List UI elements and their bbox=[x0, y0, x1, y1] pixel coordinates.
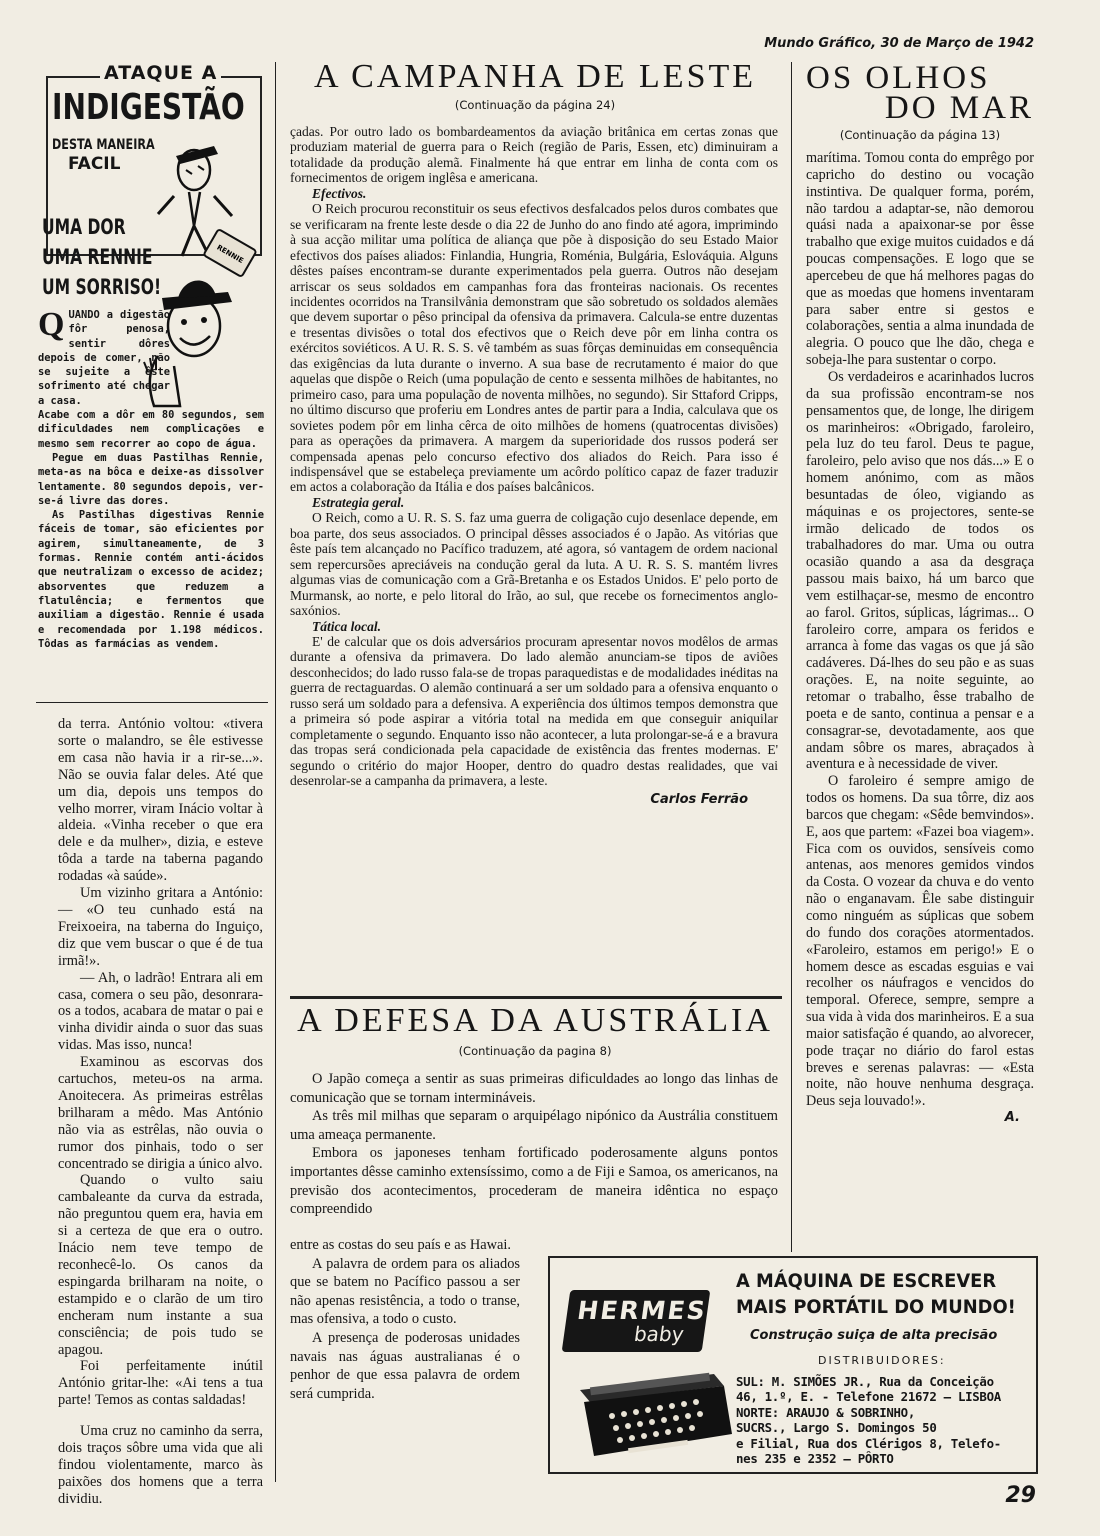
olhos-p3: O faroleiro é sempre amigo de todos os homens. Da sua tôrre, diz aos barcos que chegam: «Sêde bemvindos». E, aos que partem: «Fazei boa viagem». Fica com os ouvidos, sensíveis como antenas, aos menores gemidos vindos da Costa. O vozear da chuva e do vento não o enganavam. Êle sabe distinguir como ninguém as súplicas que sobem do fundo dos corações atormentados. «Faroleiro, estamos em perigo!» E o homem desce as escadas esguias e vai recolher os náufragos e vencidos do temporal. Oferece, sempre, sempre a sua vida à vida dos marinheiros. E a sua maior satisfação é quando, ao alvorecer, pode traçar no diário do farol estas breves e serenas palavras: — «Esta noite, não houve nenhuma desgraça. Deus seja louvado!». bbox=[806, 773, 1034, 1110]
australia-p3b: entre as costas do seu país e as Hawai. bbox=[290, 1237, 511, 1253]
olhos-p2: Os verdadeiros e acarinhados lucros da sua profissão encontram-se nos pensamentos que, de longe, lhe dirigem os marinheiros: «Obrigado, faroleiro, pela luz do teu farol. Deus te pague, faroleiro, pelo aviso que nos dás...» E o homem anónimo, com as mãos besuntadas de óleo, vigiando as máquinas e os projectores, sente-se irmão delicado de todos os trabalhadores do mar. Uma ou outra ocasião quando a asa da desgraça passou mais baixo, há um barco que vem estilhaçar-se, mesmo de encontro ao farol. Gritos, súplicas, lágrimas... O faroleiro corre, ampara os feridos e arranca à fome das vagas os que já são cadáveres. Dá-lhes do seu pão e as suas orações. E, na noite seguinte, ao retomar o trabalho, êsse trabalho de poeta e de santo, continua a pensar e a consagrar-se, devotadamente, aos que andam sôbre os mares, abraçados à aventura e à necessidade de viver. bbox=[806, 368, 1034, 773]
slogan-line-1: UMA DOR bbox=[42, 215, 126, 239]
distrib-line-1: SUL: M. SIMÕES JR., Rua da Conceição bbox=[736, 1374, 994, 1389]
pill-pack-icon bbox=[203, 229, 256, 277]
campanha-p3: E' de calcular que os dois adversários procuram apresentar novos modêlos de armas durante a ofensiva da primavera. Do lado alemão anunciam-se tipos de aviões desconhecidos; do lado russo fala-se de tropas paraquedistas e de modalidades inéditas na guerra de rectaguardas. O alemão continuará a ser um soldado para a ofensiva enquanto o russo será um soldado para a defensiva. A experiência dos últimos tempos demonstra que a primeira só pode aspirar a vitória total na medida em que conseguir aniquilar completamente o segundo. Enquanto isso não acontecer, a luta prolongar-se-á e a bravura das tropas será condicionada pela capacidade de existência das frentes modernas. E' segundo o critério do major Hooper, dentro do quadro destas realidades, que vai desenrolar-se a campanha da primavera, a leste. bbox=[290, 633, 778, 789]
hermes-distrib-list bbox=[736, 1374, 1026, 1466]
distrib-line-5: e Filial, Rua dos Clérigos 8, Telefo- bbox=[736, 1435, 1001, 1451]
distrib-line-3: NORTE: ARAUJO & SOBRINHO, bbox=[736, 1404, 915, 1420]
rennie-bottom-rule bbox=[36, 702, 268, 703]
slogan-line-3: UM SORRISO! bbox=[42, 275, 162, 299]
australia-p2: As três mil milhas que separam o arquipélago nipónico da Austrália constituem uma ameaça permanente. bbox=[290, 1108, 778, 1143]
hermes-headline-2: MAIS PORTÁTIL DO MUNDO! bbox=[736, 1296, 1016, 1318]
hermes-brand: HERMES bbox=[575, 1296, 709, 1325]
left-story bbox=[58, 716, 263, 1508]
australia-body-bottom bbox=[290, 1236, 520, 1403]
olhos-title-2: DO MAR bbox=[884, 90, 1034, 126]
olhos-continuation: (Continuação da página 13) bbox=[839, 128, 1001, 142]
left-story-p4: Examinou as escorvas dos cartuchos, meteu-os na arma. Anoitecera. As primeiras estrêlas brilharam a mêdo. Mas António não via as estrêlas, não ouvia o rumor dos pinhais, todo o ser concentrado se dirigia a único alvo. bbox=[58, 1054, 263, 1172]
olhos-author: A. bbox=[1004, 1110, 1020, 1126]
campanha-p0: çadas. Por outro lado os bombardeamentos da aviação britânica em certas zonas que produziam material de guerra para o Reich (região de Paris, Essen, etc) diminuiram a totalidade da produção alemã. Finalmente há que entrar em linha de conta com os fornecimentos de origem inglêsa e americana. bbox=[290, 124, 778, 186]
campanha-h2: Estrategia geral. bbox=[312, 494, 405, 510]
campanha-p2: O Reich, como a U. R. S. S. faz uma guerra de coligação cujo desenlace depende, em boa parte, dos seus associados. O principal dêsses associados é o Japão. As vitórias que êste país tem alcançado no Pacífico traduzem, até agora, só vantagem de ordem nacional sem repercursões apreciáveis na condução geral da luta. A U. R. S. S. mantém livres algumas vias de comunicação com a Grã-Bretanha e os Estados Unidos. E' pelo porto de Murmansk, ao norte, e pelo litoral do Irão, ao sul, que recebe os fornecimentos anglo-saxónios. bbox=[290, 510, 778, 619]
rennie-dropcap: Q bbox=[38, 306, 65, 343]
campanha-continuation: (Continuação da página 24) bbox=[454, 98, 616, 112]
column-rule-right bbox=[791, 62, 792, 1252]
hermes-distrib-label: DISTRIBUIDORES: bbox=[818, 1354, 946, 1367]
australia-p3: Embora os japoneses tenham fortificado poderosamente alguns pontos importantes dêsse caminho extensíssimo, como a de Fiji e Samoa, os americanos, na previsão dos acontecimentos, procederam de maneira idêntica no espaço compreendido bbox=[290, 1145, 778, 1218]
rennie-sub1: DESTA MANEIRA bbox=[52, 137, 155, 153]
hermes-tagline: Construção suiça de alta precisão bbox=[750, 1328, 998, 1343]
australia-title: A DEFESA DA AUSTRÁLIA bbox=[297, 1002, 773, 1039]
rennie-slogan bbox=[42, 212, 161, 302]
hermes-logo bbox=[562, 1290, 711, 1352]
page-number: 29 bbox=[1005, 1483, 1036, 1508]
typewriter-icon bbox=[564, 1364, 734, 1464]
distrib-line-6: nes 235 e 2352 — PÔRTO bbox=[736, 1451, 894, 1467]
hermes-ad bbox=[548, 1256, 1038, 1474]
distrib-line-4: SUCRS., Largo S. Domingos 50 bbox=[736, 1420, 937, 1436]
section-divider bbox=[290, 996, 782, 999]
svg-text:RENNIE: RENNIE bbox=[215, 243, 245, 265]
left-story-p6: Foi perfeitamente inútil António gritar-lhe: «Ai tens a tua parte! Temos as contas saldadas! bbox=[58, 1358, 263, 1409]
rennie-top-text: ATAQUE A bbox=[100, 64, 221, 83]
campanha-body bbox=[290, 124, 778, 808]
left-story-p7: Uma cruz no caminho da serra, dois traços sôbre uma vida que ali findou violentamente, marco às paixões dos homens que a terra dividiu. bbox=[58, 1423, 263, 1507]
rennie-sub2: FACIL bbox=[68, 154, 121, 174]
olhos-title-1: OS OLHOS bbox=[806, 60, 991, 96]
slogan-line-2: UMA RENNIE bbox=[42, 245, 153, 269]
hermes-model: baby bbox=[632, 1322, 686, 1346]
australia-continuation: (Continuação da pagina 8) bbox=[458, 1044, 612, 1058]
australia-body-top bbox=[290, 1070, 778, 1219]
rennie-p1: Acabe com a dôr em 80 segundos, sem dificuldades nem complicações e mesmo sem recorrer ao copo de água. bbox=[38, 409, 264, 450]
campanha-p1: O Reich procurou reconstituir os seus efectivos desfalcados pelos duros combates que se verificaram na frente leste desde o dia 22 de Junho do ano findo até agora, imprimindo à sua acção militar uma política de aliança que põe à disposição do seu Estado Maior efectivos dos países aliados: Finlandia, Hungria, Roménia, Bulgária, Eslováquia. Alguns dêstes países encontram-se durante experimentados pela guerra. Outros não desejam arriscar os seus soldados em campanhas fora das fronteiras nacionais. Os recentes incidentes ocorridos na Transilvânia demonstram que são sobretudo os soldados alemães que devem suportar o pêso principal da ofensiva da primavera. Calcula-se entre duzentas e tresentas divisões o total dos efectivos que o Reich deve pôr em linha contra os exércitos soviéticos. A U. R. S. S. vê também as suas fôrças deminuidas em consequência das exigências da luta durante o inverno. A sua base de recrutamento é maior do que aquelas que dispõe o Reich (uma população de cento e sessenta milhões de habitantes, no primeiro caso, para uma população de noventa milhões, no segundo). Sir Sttaford Cripps, no último discurso que proferiu em Londres antes de partir para a India, calculava que os sovietes podem pôr em linha cêrca de oito milhões de homens (quatrocentas divisões) para as operações da primavera. A margem da superioridade dos russos poderá ser compensada apenas pelo concurso efectivo dos aliados do Reich. Para isso é indispensável que se estabeleça previamente um acôrdo político capaz de fazer traduzir em actos a colaboração da Itália e dos países balcânicos. bbox=[290, 201, 778, 495]
left-story-p2: Um vizinho gritara a António: — «O teu cunhado está na Freixoeira, na taberna do Inguiço, diz que vem buscar o que é de tua irmã!». bbox=[58, 885, 263, 969]
campanha-author: Carlos Ferrão bbox=[650, 792, 748, 808]
rennie-body bbox=[38, 308, 264, 651]
running-head: Mundo Gráfico, 30 de Março de 1942 bbox=[764, 36, 1034, 51]
campanha-title: A CAMPANHA DE LESTE bbox=[313, 58, 757, 95]
campanha-h3: Tática local. bbox=[312, 618, 381, 634]
australia-p4: A palavra de ordem para os aliados que se batem no Pacífico passou a ser não apenas resistência, a todo o transe, mas ofensiva, a todo o custo. bbox=[290, 1255, 520, 1328]
australia-p5: A presença de poderosas unidades navais nas águas australianas é o penhor de que essa palavra de ordem será cumprida. bbox=[290, 1329, 520, 1402]
rennie-p3: As Pastilhas digestivas Rennie fáceis de tomar, são eficientes por agirem, simultaneamente, de 3 formas. Rennie contém anti-ácidos que neutralizam o excesso de acidez; absorventes que reduzem a flatulência; e fermentos que auxiliam a digestão. Rennie é usada e recomendada por 1.198 médicos. Tôdas as farmácias as vendem. bbox=[38, 509, 264, 650]
distrib-line-2: 46, 1.º, E. - Telefone 21672 — LISBOA bbox=[736, 1389, 1001, 1405]
rennie-ad bbox=[38, 62, 266, 692]
left-story-p3: — Ah, o ladrão! Entrara ali em casa, comera o seu pão, desonrara-os a todos, acabara de matar o pai e vinha dividir ainda o suor das suas vidas. Mas isso, nunca! bbox=[58, 969, 263, 1054]
rennie-headline: INDIGESTÃO bbox=[52, 87, 245, 128]
left-story-p5: Quando o vulto saiu cambaleante da curva da estrada, não preguntou quem era, havia em si a certeza de que era o outro. Inácio nem teve tempo de reconhecê-lo. Os canos da espingarda brilharam na noite, o estampido e o clarão de um tiro encheram num instante a sua consciência; de pois tudo se apagou. bbox=[58, 1172, 263, 1358]
olhos-body bbox=[806, 150, 1034, 1127]
hermes-headline-1: A MÁQUINA DE ESCREVER bbox=[736, 1270, 997, 1292]
rennie-intro: UANDO a digestão fôr penosa, sentir dôres depois de comer, não se sujeite a êste sofrimento até chegar a casa. bbox=[38, 309, 170, 407]
olhos-p1: marítima. Tomou conta do emprêgo por capricho do destino ou vocação instintiva. De qualquer forma, porém, não tardou a adaptar-se, não demorou quási nada a apaixonar-se por êsse trabalho que exige muitos cuidados e dá poucas compensações. E logo que se apercebeu de que há melhores pagas do que as moedas que homens inventaram para saber entre si gestos e colaborações, sentia a alma inundada de alegria. O pouco que lhe dão, chega e sobeja-lhe para sustentar o corpo. bbox=[806, 150, 1034, 369]
australia-p1: O Japão começa a sentir as suas primeiras dificuldades ao longo das linhas de comunicação que se tornam intermináveis. bbox=[290, 1071, 778, 1106]
column-rule-left bbox=[275, 62, 276, 1482]
left-story-p1: da terra. António voltou: «tivera sorte o malandro, se êle estivesse em casa não havia ir a rir-se...». Não se ouvia falar deles. Até que um dia, depois uns tempos do velho morrer, viram Inácio voltar à aldeia. «Vinha receber o que era dele e da mulher», dizia, e esteve tôda a tarde na taberna pagando rodadas «à saúde». bbox=[58, 716, 263, 885]
rennie-p2: Pegue em duas Pastilhas Rennie, meta-as na bôca e deixe-as dissolver lentamente. 80 segundos depois, ver-se-á livre das dores. bbox=[38, 451, 264, 507]
campanha-h1: Efectivos. bbox=[312, 185, 367, 201]
